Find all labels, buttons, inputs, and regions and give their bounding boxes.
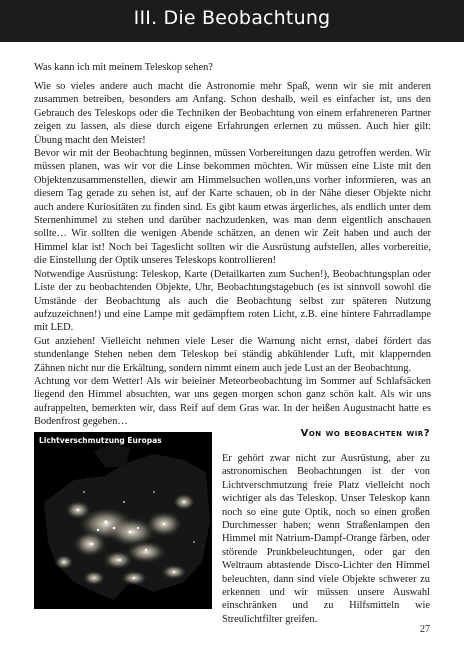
map-caption: Lichtverschmutzung Europas (39, 436, 162, 445)
paragraph-clothing: Gut anziehen! Vielleicht nehmen viele Leser die Warnung nicht ernst, dabei fördert das stundenlange Stehen neben dem Teleskop bei ständig abkühlender Luft, mit klappernden Zähnen nicht nur die Erkältung, sondern nimmt einem auch jede Lust an der Beobachtung. (34, 335, 431, 374)
europe-night-map-image (34, 432, 212, 609)
section-heading: Von wo beobachten wir? (300, 428, 430, 439)
intro-question (34, 61, 431, 74)
paragraph-location: Er gehört zwar nicht zur Ausrüstung, aber zu astronomischen Beobachtungen ist der von Lichtverschmutzung freie Platz vielleicht noch wichtiger als das Teleskop. Unser Teleskop kann noch so eine gute Optik, noch so einen großen Durchmesser haben; wenn Straßenlampen den Himmel mit Natrium-Dampf-Orange färben, oder störende Prunkbeleuchtungen, oder gar den Weltraum abtastende Disco-Lichter den Himmel beleuchten, dann sind viele Objekte schwerer zu erkennen und wir müssen unsere Auswahl einschränken und zu Hilfsmitteln wie Streulichtfilter greifen. (222, 453, 430, 625)
main-text (34, 80, 431, 429)
light-pollution-map (34, 432, 212, 609)
right-column-text (222, 452, 430, 626)
chapter-title: III. Die Beobachtung (133, 7, 331, 29)
page-number: 27 (420, 624, 430, 635)
paragraph-club: Wie so vieles andere auch macht die Astronomie mehr Spaß, wenn wir sie mit anderen zusammen betreiben, besonders am Anfang. Schon deshalb, weil es einfacher ist, uns den Gebrauch des Teleskops oder die Techniken der Beobachtung von einem erfahreneren Partner zeigen zu lassen, als diese durch eigene Erfahrungen erlernen zu müssen. Auch hier gilt: Übung macht den Meister! (34, 81, 431, 146)
paragraph-weather: Achtung vor dem Wetter! Als wir beieiner Meteorbeobachtung im Sommer auf Schlafsäcken liegend den Himmel absuchten, war uns gegen morgen schon ganz schön kalt. Als wir uns aufrappelten, bemerkten wir, dass Reif auf dem Gras war. In der heißen Augustnacht hatte es Bodenfrost gegeben… (34, 375, 431, 428)
intro-question-text: Was kann ich mit meinem Teleskop sehen? (34, 62, 213, 73)
paragraph-preparation: Bevor wir mit der Beobachtung beginnen, müssen Vorbereitungen dazu getroffen werden. Wir müssen planen, was wir vor die Linse bekommen möchten. Wir müssen eine Liste mit den Objektenzusammenstellen, diewir am Himmelsuchen wollen,uns vorher informieren, was an diesem Tag gerade zu sehen ist, auf der Karte schauen, ob in der Nähe dieser Objekte nicht auch andere Kuriositäten zu finden sind. Es gibt kaum etwas ärgerliches, als endlich unter dem Sternenhimmel zu stehen und darüber nachzudenken, was man denn eigentlich anschauen sollte… Wir sollten die wenigen Abende schätzen, an denen wir Zeit haben und auch der Himmel klar ist! Noch bei Tageslicht sollten wir die Ausrüstung aufstellen, alles vorbereitie, die Einstellung der Optik unseres Teleskops kontrollieren! (34, 148, 431, 267)
paragraph-equipment: Notwendige Ausrüstung: Teleskop, Karte (Detailkarten zum Suchen!), Beobachtungsplan oder Liste der zu beobachtenden Objekte, Uhr, Beobachtungstagebuch (es ist sinnvoll sowohl die Umstände der Beobachtung als auch die Beobachtung selbst zur späteren Nutzung aufzuzeichnen!) und eine Lampe mit gedämpftem roten Licht, z.B. eine hintere Fahrradlampe mit LED. (34, 268, 431, 334)
